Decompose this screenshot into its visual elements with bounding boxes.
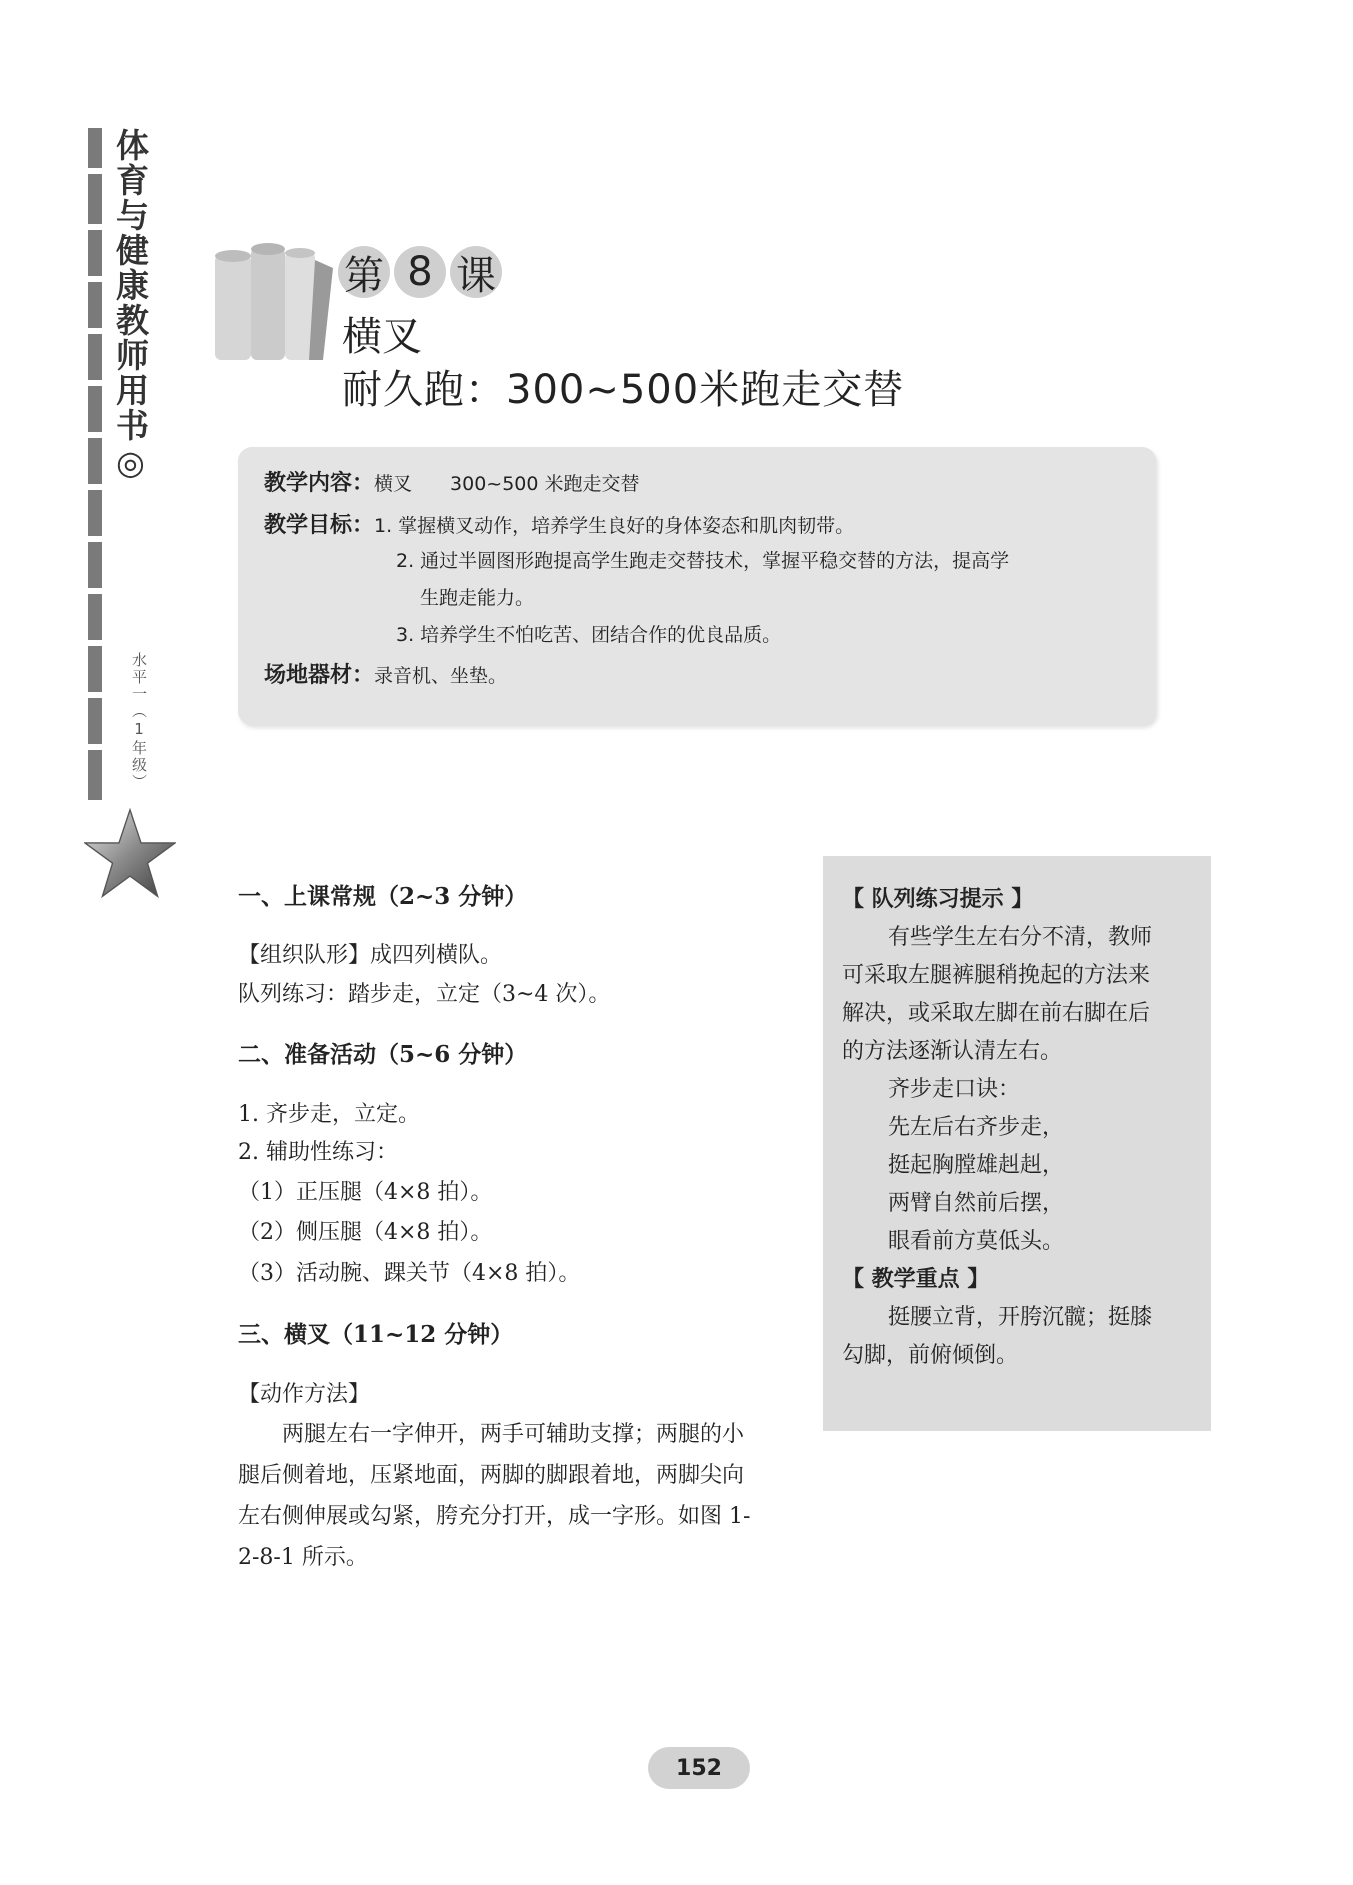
tips-line-3: 解决，或采取左脚在前右脚在后 xyxy=(842,1001,1151,1026)
side-decor-bars xyxy=(88,128,102,806)
tips-line-8: 两臂自然前后摆， xyxy=(888,1191,1065,1216)
tips-line-7: 挺起胸膛雄赳赳， xyxy=(888,1153,1065,1178)
goals-label: 教学目标： xyxy=(264,513,375,538)
tips-line-10: 挺腰立背，开胯沉髋；挺膝 xyxy=(888,1305,1153,1330)
section-3-line-3: 腿后侧着地，压紧地面，两脚的脚跟着地，两脚尖向 xyxy=(238,1463,745,1488)
lesson-topic-2: 耐久跑：300~500米跑走交替 xyxy=(342,367,905,413)
goal-2-line-1: 2. 通过半圆图形跑提高学生跑走交替技术，掌握平稳交替的方法，提高学 xyxy=(396,550,1010,572)
content-row xyxy=(264,466,640,497)
lesson-suffix: 课 xyxy=(450,246,502,298)
content-label: 教学内容： xyxy=(264,471,375,496)
lesson-number-badge xyxy=(338,244,502,300)
tips-heading-1: 【 队列练习提示 】 xyxy=(842,887,1034,912)
section-2-line-4: （2）侧压腿（4×8 拍）。 xyxy=(238,1220,493,1245)
lesson-number: 8 xyxy=(394,246,446,298)
tips-line-9: 眼看前方莫低头。 xyxy=(888,1229,1065,1254)
goal-3: 3. 培养学生不怕吃苦、团结合作的优良品质。 xyxy=(396,624,782,646)
equipment-row xyxy=(264,658,507,689)
goal-1: 1. 掌握横叉动作，培养学生良好的身体姿态和肌肉韧带。 xyxy=(374,515,855,537)
star-icon xyxy=(84,808,176,904)
section-3-line-1: 【动作方法】 xyxy=(238,1382,371,1407)
goal-2-line-2: 生跑走能力。 xyxy=(420,587,535,609)
page-number: 152 xyxy=(648,1747,750,1789)
section-2-title: 二、准备活动（5~6 分钟） xyxy=(238,1041,528,1068)
tips-heading-2: 【 教学重点 】 xyxy=(842,1267,990,1292)
equipment-value: 录音机、坐垫。 xyxy=(374,665,508,687)
section-2-line-3: （1）正压腿（4×8 拍）。 xyxy=(238,1180,493,1205)
books-icon xyxy=(205,240,335,369)
content-value: 横叉 300~500 米跑走交替 xyxy=(374,473,640,495)
section-3-title: 三、横叉（11~12 分钟） xyxy=(238,1321,514,1348)
section-3-line-5: 2-8-1 所示。 xyxy=(238,1545,368,1570)
grade-level-label: 水平一（1年级） xyxy=(130,652,148,791)
section-2-line-2: 2. 辅助性练习： xyxy=(238,1140,398,1165)
tips-line-11: 勾脚，前俯倾倒。 xyxy=(842,1343,1019,1368)
section-3-line-2 xyxy=(238,1417,744,1448)
tips-line-6: 先左后右齐步走， xyxy=(888,1115,1065,1140)
section-2-line-1: 1. 齐步走，立定。 xyxy=(238,1102,420,1127)
section-1-line-2: 队列练习：踏步走，立定（3~4 次）。 xyxy=(238,982,611,1007)
lesson-prefix: 第 xyxy=(338,246,390,298)
book-title: 体育与健康教师用书◎ xyxy=(111,128,150,484)
goals-row xyxy=(264,508,854,539)
section-1-title: 一、上课常规（2~3 分钟） xyxy=(238,883,528,910)
section-3-line-2-text: 两腿左右一字伸开，两手可辅助支撑；两腿的小 xyxy=(282,1422,745,1447)
tips-line-4: 的方法逐渐认清左右。 xyxy=(842,1039,1063,1064)
equipment-label: 场地器材： xyxy=(264,663,375,688)
tips-line-1: 有些学生左右分不清，教师 xyxy=(888,925,1153,950)
section-1-line-1: 【组织队形】成四列横队。 xyxy=(238,943,503,968)
lesson-topic-1: 横叉 xyxy=(342,314,422,360)
section-3-line-4: 左右侧伸展或勾紧，胯充分打开，成一字形。如图 1- xyxy=(238,1504,751,1529)
tips-line-5: 齐步走口诀： xyxy=(888,1077,1021,1102)
tips-line-2: 可采取左腿裤腿稍挽起的方法来 xyxy=(842,963,1151,988)
section-2-line-5: （3）活动腕、踝关节（4×8 拍）。 xyxy=(238,1261,581,1286)
